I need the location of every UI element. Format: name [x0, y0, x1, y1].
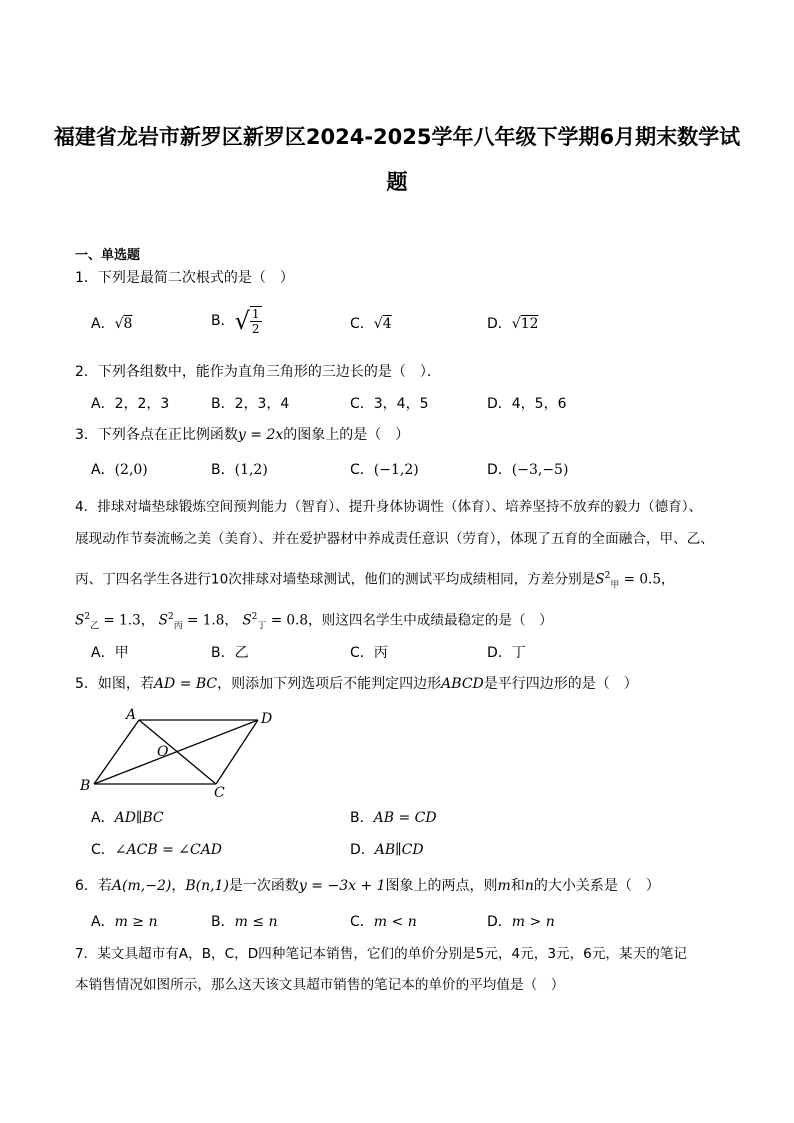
q5-option-d: D．AB∥CD: [350, 842, 424, 858]
question-2-stem: 2．下列各组数中，能作为直角三角形的三边长的是（ ）．: [75, 364, 441, 380]
q4-option-d: D．丁: [487, 645, 526, 661]
q2-option-d: D．4，5，6: [487, 396, 567, 412]
question-4-line1: 4．排球对墙垫球锻炼空间预判能力（智育）、提升身体协调性（体育）、培养坚持不放弃的毅力（德育）、: [75, 499, 703, 515]
question-7-line1: 7．某文具超市有A，B，C，D四种笔记本销售，它们的单价分别是5元，4元，3元，6元，某天的笔记: [75, 946, 687, 962]
vertex-label-b: B: [80, 778, 91, 794]
q5-option-c: C．∠ACB = ∠CAD: [91, 842, 223, 858]
diagonal-bd: [94, 720, 258, 784]
q1-option-d: D．√12: [487, 316, 539, 332]
q5-option-a: A．AD∥BC: [91, 810, 164, 826]
q6-option-c: C．m < n: [350, 914, 417, 930]
page-title-line2: 题: [386, 170, 408, 194]
q1-option-a: A．√8: [91, 316, 133, 332]
q2-option-b: B．2，3，4: [211, 396, 290, 412]
fraction-half: $\frac{1}{2}$: [251, 307, 260, 336]
question-4-line4: $S^2_乙 = 1.3$， $S^2_丙 = 1.8$， $S^2_丁 = 0.8$，则这四名学生中成绩最稳定的是（ ）: [75, 612, 553, 632]
q1-option-b: B．√ $\frac{1}{2}$: [211, 307, 260, 336]
q1-option-c: C．√4: [350, 316, 392, 332]
vertex-label-d: D: [261, 711, 273, 727]
vertex-label-c: C: [214, 785, 225, 800]
side-dc: [216, 720, 258, 784]
side-ba: [94, 720, 139, 784]
q3-option-c: C．(−1,2): [350, 462, 419, 478]
q4-option-a: A．甲: [91, 645, 129, 661]
question-7-line2: 本销售情况如图所示，那么这天该文具超市销售的笔记本的单价的平均值是（ ）: [75, 977, 565, 993]
q4-option-c: C．丙: [350, 645, 388, 661]
q4-option-b: B．乙: [211, 645, 249, 661]
q5-option-b: B．AB = CD: [350, 810, 437, 826]
section-heading: 一、单选题: [75, 248, 141, 263]
question-5-stem: 5．如图，若AD = BC，则添加下列选项后不能判定四边形ABCD是平行四边形的是（ ）: [75, 676, 638, 692]
question-4-line2: 展现动作节奏流畅之美（美育）、并在爱护器材中养成责任意识（劳育），体现了五育的全面融合，甲、乙、: [75, 531, 714, 547]
page-title-line1: 福建省龙岩市新罗区新罗区2024-2025学年八年级下学期6月期末数学试: [53, 125, 741, 149]
question-1-stem: 1．下列是最简二次根式的是（ ）: [75, 270, 294, 286]
question-4-line3: 丙、丁四名学生各进行10次排球对墙垫球测试，他们的测试平均成绩相同，方差分别是$S^2_甲 = 0.5$，: [75, 571, 675, 591]
q2-option-a: A．2，2，3: [91, 396, 170, 412]
q3-option-d: D．(−3,−5): [487, 462, 569, 478]
vertex-label-a: A: [126, 707, 137, 723]
vertex-label-o: O: [157, 744, 169, 760]
q6-option-b: B．m ≤ n: [211, 914, 278, 930]
question-3-stem: 3．下列各点在正比例函数y = 2x的图象上的是（ ）: [75, 427, 410, 443]
radical-8: √8: [114, 316, 133, 332]
q3-option-b: B．(1,2): [211, 462, 268, 478]
question-6-stem: 6．若A(m,−2)，B(n,1)是一次函数y = −3x + 1图象上的两点，则m和n的大小关系是（ ）: [75, 878, 660, 894]
q6-option-a: A．m ≥ n: [91, 914, 158, 930]
parallelogram-figure: [70, 705, 290, 800]
q6-option-d: D．m > n: [487, 914, 555, 930]
q2-option-c: C．3，4，5: [350, 396, 429, 412]
q3-option-a: A．(2,0): [91, 462, 148, 478]
